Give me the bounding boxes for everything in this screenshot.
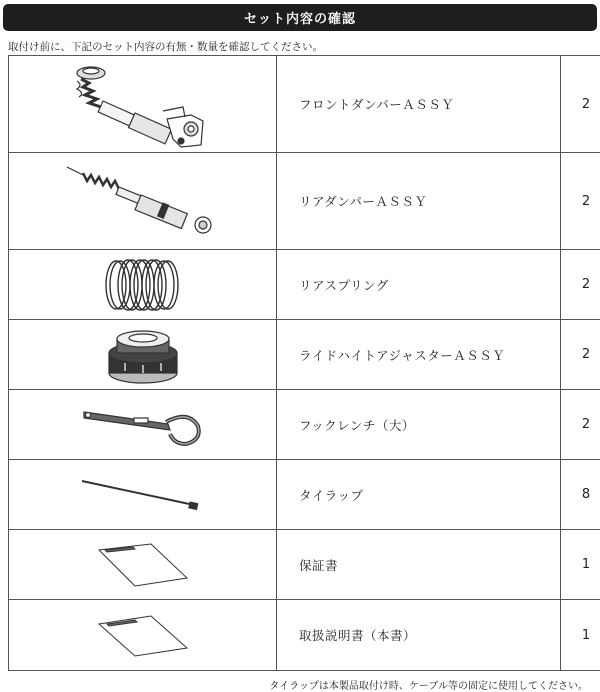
image-cell (9, 530, 277, 600)
image-cell (9, 153, 277, 250)
instruction-manual-icon (93, 610, 193, 660)
front-damper-icon (63, 59, 223, 149)
item-quantity: 2 (561, 56, 600, 153)
table-row (9, 56, 600, 153)
item-quantity: 2 (561, 320, 600, 390)
table-row (9, 600, 600, 671)
item-name: リアスプリング (277, 250, 561, 320)
image-cell (9, 320, 277, 390)
section-title-bar (3, 4, 597, 31)
item-quantity: 1 (561, 530, 600, 600)
item-name: タイラップ (277, 460, 561, 530)
instruction-text: 取付け前に、下記のセット内容の有無・数量を確認してください。 (8, 41, 323, 53)
item-name: ライドハイトアジャスターＡＳＳＹ (277, 320, 561, 390)
table-row (9, 390, 600, 460)
cable-tie-icon (78, 475, 208, 515)
table-row (9, 250, 600, 320)
item-quantity: 2 (561, 390, 600, 460)
table-row (9, 530, 600, 600)
item-quantity: 2 (561, 250, 600, 320)
table-row (9, 320, 600, 390)
image-cell (9, 390, 277, 460)
rear-damper-icon (63, 161, 223, 241)
warranty-card-icon (93, 540, 193, 590)
table-row (9, 460, 600, 530)
image-cell (9, 250, 277, 320)
item-quantity: 1 (561, 600, 600, 671)
item-quantity: 8 (561, 460, 600, 530)
ride-height-adjuster-icon (103, 323, 183, 387)
footnote: タイラップは本製品取付け時、ケーブル等の固定に使用してください。 (269, 681, 588, 692)
table-row (9, 153, 600, 250)
hook-wrench-icon (78, 400, 208, 450)
image-cell (9, 600, 277, 671)
page-title: セット内容の確認 (243, 12, 356, 27)
rear-spring-icon (98, 255, 188, 315)
item-quantity: 2 (561, 153, 600, 250)
item-name: 取扱説明書（本書） (277, 600, 561, 671)
image-cell (9, 56, 277, 153)
item-name: フックレンチ（大） (277, 390, 561, 460)
item-name: リアダンパーＡＳＳＹ (277, 153, 561, 250)
image-cell (9, 460, 277, 530)
item-name: 保証書 (277, 530, 561, 600)
parts-list-table (8, 55, 600, 671)
item-name: フロントダンパーＡＳＳＹ (277, 56, 561, 153)
